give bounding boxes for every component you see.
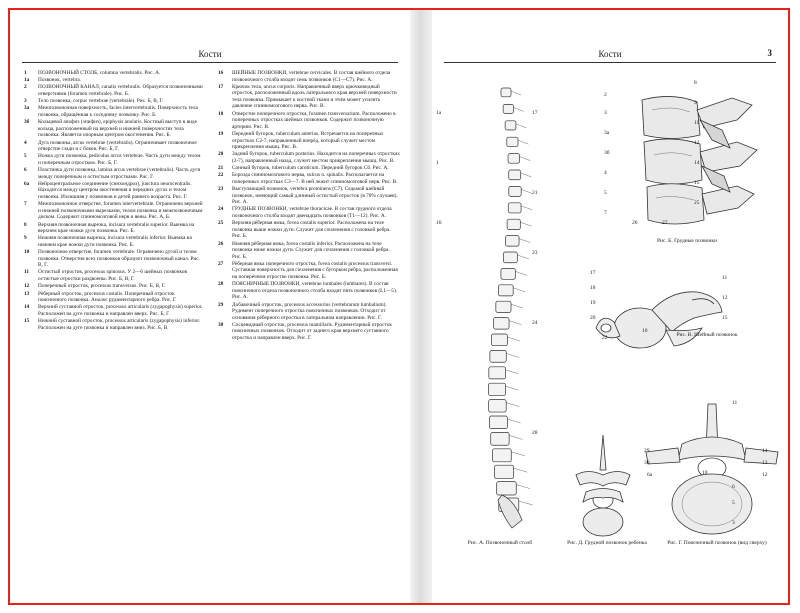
spinous-process-line	[511, 91, 521, 95]
figure-label: 21	[532, 190, 538, 196]
figure-label: 15	[722, 315, 728, 321]
page-number: 3	[767, 48, 772, 58]
vertebra-shape	[490, 350, 506, 362]
figure-label: 9	[694, 100, 697, 106]
spinous-process-line	[514, 107, 524, 111]
entry-text: Межпозвоночное отверстие, foramen intervertebrale. Ограничено верхней и нижней позвоночными вырезками, телом позвонка и межпозвоночным диском. Содержит спинномозговой нерв и вены. Рис. А, Б.	[38, 201, 203, 221]
figure-label: 20	[590, 315, 596, 321]
entry-number: 3б	[24, 119, 30, 126]
right-page-header	[444, 48, 776, 63]
entry-text: Сосцевидный отросток, processus mamillaris. Рудиментарный отросток поясничных позвонков. Отходит от заднего края верхнего суставного отростка и направлен вверх. Рис. Г.	[232, 321, 392, 341]
entry-text: ПОЯСНИЧНЫЕ ПОЗВОНКИ, vertebrae lumbales (lumbares). В состав поясничного отдела позвоночного столба входят пять позвонков (L1—5). Рис. А.	[232, 281, 398, 301]
spinous-process-line	[521, 173, 532, 177]
document-frame	[8, 8, 790, 605]
glossary-entry	[218, 84, 400, 110]
entry-number: 20	[218, 151, 224, 158]
entry-text: Пластинка дуги позвонка, lamina arcus vertebrae (vertebralis). Часть дуги между поперечным и остистым отростками. Рис. Г.	[38, 167, 201, 180]
spinous-process-line	[509, 321, 521, 325]
figure-label: 2	[604, 92, 607, 98]
entry-number: 22	[218, 172, 224, 179]
entry-text: Передний бугорок, tuberculum anterius. Встречается на поперечных отростках С2-7, направленный вперёд, который служит местом прикрепления мышц. Рис. В.	[232, 130, 384, 151]
vertebra-shape	[509, 186, 521, 196]
left-page-title: Кости	[198, 49, 222, 59]
vertebra-shape	[503, 252, 517, 263]
entry-number: 9	[24, 235, 27, 242]
figure-label: 12	[722, 295, 728, 301]
figure-label: 23	[532, 250, 538, 256]
figure-label: 5	[732, 500, 735, 506]
figure-label: 14	[694, 160, 700, 166]
vertebra-shape	[491, 334, 507, 346]
figure-label: 10	[642, 328, 648, 334]
glossary-entry	[218, 206, 400, 219]
entry-number: 6	[24, 167, 27, 174]
figure-area	[432, 70, 788, 590]
entry-text: Рёберная ямка поперечного отростка, fovea costalis processus transversi. Суставная поверхность для сочленения с бугорком ребра, расположенная на поперечном отростке позвонка. Рис. Б.	[232, 260, 398, 280]
glossary-entry	[24, 98, 204, 105]
spinous-process-line	[521, 189, 532, 193]
spinous-process-line	[521, 206, 532, 210]
glossary-entry	[218, 322, 400, 342]
entry-number: 7	[24, 201, 27, 208]
figure-label: 13	[762, 460, 768, 466]
entry-text: Рёберный отросток, processus costalis. Поперечный отросток поясничного позвонка. Аналог рудиментарного ребра. Рис. Г.	[38, 290, 177, 304]
glossary-entry	[24, 222, 204, 235]
vertebra-shape	[501, 88, 511, 97]
left-page	[10, 10, 410, 603]
entry-number: 29	[218, 301, 224, 308]
glossary-entry	[218, 302, 400, 322]
text-column-2	[218, 70, 400, 342]
entry-text: Поперечный отросток, processus transversus. Рис. Б, В, Г.	[38, 283, 166, 290]
figure-label: 22	[602, 335, 608, 341]
figure-label: 24	[532, 320, 538, 326]
figure-label: 17	[532, 110, 538, 116]
figure-label: 12	[762, 472, 768, 478]
glossary-entry	[218, 151, 400, 164]
entry-number: 25	[218, 220, 224, 227]
vertebra-shape	[505, 121, 516, 130]
vertebral-column-illustration	[472, 80, 552, 530]
vertebra-shape	[505, 236, 519, 247]
vertebra-shape	[507, 137, 518, 146]
spinous-process-line	[506, 403, 519, 407]
entry-text: Верхний суставной отросток, processus articularis (zygapophysis) superior. Расположен на дуге позвонка и направлен вверх. Рис. Б, Г.	[38, 304, 203, 317]
entry-number: 27	[218, 260, 224, 267]
vertebra-shape	[501, 268, 515, 279]
vertebra-shape	[509, 170, 521, 180]
entry-text: ПОЗВОНОЧНЫЙ СТОЛБ, columna vertebralis. Рис. А.	[38, 70, 161, 76]
thoracic-vertebrae-illustration	[612, 90, 762, 230]
vertebra-shape	[507, 219, 520, 229]
vertebra-shape	[494, 465, 513, 478]
entry-number: 28	[218, 281, 224, 288]
figure-label: 11	[722, 275, 728, 281]
entry-number: 30	[218, 321, 224, 328]
figure-label: 3	[604, 110, 607, 116]
spinous-process-line	[507, 419, 520, 423]
spinous-process-line	[517, 255, 529, 259]
glossary-entry	[24, 77, 204, 84]
entry-text: Тело позвонка, corpus vertebrae (vertebrale). Рис. Б, В, Г.	[38, 98, 164, 105]
entry-text: Нижняя рёберная ямка, fovea costalis inferior. Расположена на теле позвонка ниже ножки дуги. Служит для сочленения с головкой ребра. Рис. Б.	[232, 240, 390, 260]
glossary-entry	[24, 167, 204, 180]
entry-text: Борозда спинномозгового нерва, sulcus n. spinalis. Располагается на поперечных отростках С3—7. В ней лежит спинномозговой нерв. Рис. В.	[232, 172, 398, 185]
glossary-entry	[24, 70, 204, 77]
entry-number: 21	[218, 165, 224, 172]
figure-label: 17	[590, 270, 596, 276]
spinous-process-line	[509, 435, 522, 439]
vertebra-shape	[508, 203, 521, 213]
entry-number: 5	[24, 153, 27, 160]
entry-text: Нижняя позвоночная вырезка, incisura vertebralis inferior. Выемка на нижнем крае ножки дуги позвонка. Рис. Б.	[38, 235, 192, 248]
entry-number: 26	[218, 240, 224, 247]
glossary-entry	[24, 283, 204, 290]
entry-number: 15	[24, 318, 30, 325]
spinous-process-line	[520, 222, 531, 226]
caption-fig-g: Рис. Г. Поясничный позвонок (вид сверху)	[667, 540, 767, 546]
left-page-header	[22, 48, 398, 63]
entry-text: Нижний суставной отросток, processus articularis (zygapophysis) inferior. Расположен на дуге позвонка и направлен вниз. Рис. Б, В.	[38, 318, 201, 331]
entry-number: 6а	[24, 180, 30, 187]
figure-label: 14	[762, 448, 768, 454]
entry-number: 24	[218, 206, 224, 213]
figure-label: 28	[532, 430, 538, 436]
figure-label: 1а	[436, 110, 442, 116]
figure-label: 8	[694, 80, 697, 86]
entry-number: 13	[24, 290, 30, 297]
entry-number: 10	[24, 249, 30, 256]
entry-number: 17	[218, 83, 224, 90]
figure-label: 11	[732, 400, 738, 406]
glossary-entry	[24, 269, 204, 282]
entry-number: 2	[24, 84, 27, 91]
vertebra-shape	[488, 383, 505, 395]
entry-number: 11	[24, 269, 30, 276]
entry-number: 3	[24, 98, 27, 105]
entry-number: 8	[24, 221, 27, 228]
figure-label: 15	[694, 180, 700, 186]
entry-text: Позвонок, vertebra.	[38, 77, 82, 84]
entry-number: 4	[24, 139, 27, 146]
spinous-process-line	[513, 288, 525, 292]
entry-text: Верхняя рёберная ямка, fovea costalis superior. Расположена на теле позвонка выше ножки дуги. Служит для сочленения с головкой ребра. Рис. Б.	[232, 220, 391, 240]
glossary-entry	[24, 105, 204, 118]
vertebra-shape	[508, 154, 520, 164]
glossary-entry	[218, 241, 400, 261]
entry-text: Задний бугорок, tuberculum posterius. Находится на поперечных отростках (2-7), направленный назад, служит местом прикрепления мышц. Рис. В.	[232, 151, 400, 164]
glossary-entry	[24, 249, 204, 269]
glossary-entry	[218, 172, 400, 185]
glossary-entry	[218, 111, 400, 131]
entry-number: 1	[24, 70, 27, 76]
spinous-process-line	[516, 124, 526, 128]
entry-number: 3а	[24, 105, 30, 112]
caption-fig-d: Рис. Д. Грудной позвонок ребенка	[567, 540, 647, 546]
figure-label: 12	[694, 140, 700, 146]
spinous-process-line	[514, 468, 528, 472]
figure-label: 5	[604, 190, 607, 196]
glossary-entry	[218, 165, 400, 172]
spinous-process-line	[520, 157, 531, 161]
text-column-1	[24, 70, 204, 332]
glossary-entry	[24, 84, 204, 97]
entry-text: Межпозвоночная поверхность, facies intervertebralis. Поверхность тела позвонка, обращённая к соседнему позвонку. Рис. Б.	[38, 105, 198, 119]
entry-number: 16	[218, 70, 224, 76]
entry-text: Добавочный отросток, processus accessorius (vertebrarum lumbalium). Рудимент поперечного отростка поясничных позвонков. Отходит от основания рёберного отростка в латеральном направлении. Рис. Г.	[232, 301, 387, 321]
figure-label: 6а	[647, 472, 653, 478]
figure-label: 19	[590, 300, 596, 306]
cervical-vertebra-illustration	[592, 270, 732, 365]
entry-text: ПОЗВОНОЧНЫЙ КАНАЛ, canalis vertebralis. Образуется позвоночными отверстиями (foramen vertebrale). Рис. Б.	[38, 84, 203, 98]
vertebra-shape	[491, 432, 509, 445]
vertebra-shape	[489, 367, 506, 379]
entry-text: Кольцевой апофиз (эпифиз), epiphysis anularis. Костный выступ в виде кольца, расположенный на верхней и нижней поверхностях тела позвонка. Является опорным центром окостенения. Рис. Б.	[38, 119, 197, 139]
caption-fig-b: Рис. Б. Грудные позвонки	[656, 238, 717, 244]
entry-number: 14	[24, 304, 30, 311]
spinous-process-line	[506, 353, 519, 357]
entry-text: Остистый отросток, processus spinosus. У 2—6 шейных позвонков остистые отростки раздвоены. Рис. Б, В, Г.	[38, 269, 187, 283]
glossary-entry	[24, 201, 204, 221]
glossary-entry	[24, 291, 204, 304]
spinous-process-line	[506, 370, 519, 374]
vertebra-shape	[497, 482, 517, 495]
figure-label: 27	[662, 220, 668, 226]
figure-label: 3б	[604, 150, 610, 156]
figure-label: 1	[436, 160, 439, 166]
vertebra-shape	[498, 285, 513, 296]
spinous-process-line	[519, 239, 530, 243]
entry-number: 19	[218, 130, 224, 137]
spinous-process-line	[518, 140, 528, 144]
figure-label: 16	[436, 220, 442, 226]
glossary-entry	[218, 131, 400, 151]
glossary-entry	[218, 261, 400, 281]
glossary-entry	[218, 186, 400, 206]
figure-label: 3а	[604, 130, 610, 136]
entry-text: Крючок тела, uncus corporis. Направленный вверх крючковидный отросток, расположенный вдоль латерального края верхней поверхности тела позвонка. Примыкает к костной ткани и этим может усилить давление спинномозгового нерва. Рис. В.	[232, 83, 397, 110]
vertebra-shape	[492, 449, 511, 462]
entry-number: 1а	[24, 77, 30, 84]
figure-label: 25	[694, 200, 700, 206]
vertebra-shape	[493, 318, 509, 329]
entry-text: Нейроцентральное соединение (синхондроз), junctura neurocentralis. Находится между центром окостенения в передних дугах и телом позвонка. Излишняя у позвонков и детей раннего возраста. Рис. Г.	[38, 180, 192, 201]
entry-text: Верхняя позвоночная вырезка, incisura vertebralis superior. Выемка на верхнем крае ножки дуги позвонка. Рис. Б.	[38, 221, 195, 235]
figure-label: 7	[604, 210, 607, 216]
vertebra-shape	[489, 400, 507, 412]
spinous-process-line	[519, 501, 533, 505]
glossary-entry	[218, 281, 400, 301]
figure-label: 18	[590, 285, 596, 291]
entry-text: Сонный бугорок, tuberculum caroticum. Передний бугорок С6. Рис. А.	[232, 165, 389, 172]
figure-label: 4	[604, 170, 607, 176]
spinous-process-line	[516, 485, 530, 489]
entry-text: Дуга позвонка, arcus vertebrae (vertebralis). Ограничивает позвоночное отверстие сзади и с боков. Рис. Б, Г.	[38, 139, 197, 153]
figure-label: 29	[644, 448, 650, 454]
entry-number: 12	[24, 283, 30, 290]
entry-text: ШЕЙНЫЕ ПОЗВОНКИ, vertebrae cervicales. В состав шейного отдела позвоночного столба входят семь позвонков (C1—C7). Рис. А.	[232, 70, 391, 83]
figure-label: 30	[644, 460, 650, 466]
entry-number: 18	[218, 110, 224, 117]
figure-label: 10	[702, 470, 708, 476]
book-gutter	[410, 10, 432, 603]
right-page-title: Кости	[598, 49, 622, 59]
glossary-entry	[24, 181, 204, 201]
entry-text: Ножка дуги позвонка, pediculus arcus vertebrae. Часть дуги между телом и поперечным отростком. Рис. Б, Г.	[38, 153, 201, 166]
spinous-process-line	[511, 452, 525, 456]
entry-text: Выступающий позвонок, vertebra prominens (С7). Седьмой шейный позвонок, имеющий самый длинный остистый отросток (в 70% случаев). Рис. А.	[232, 186, 398, 206]
glossary-entry	[218, 220, 400, 240]
glossary-entry	[218, 70, 400, 83]
spinous-process-line	[511, 304, 523, 308]
glossary-entry	[24, 304, 204, 317]
glossary-entry	[24, 318, 204, 331]
glossary-entry	[24, 153, 204, 166]
figure-label: 3	[732, 520, 735, 526]
entry-text: Позвоночное отверстие, foramen vertebrale. Ограничено дугой и телом позвонка. Отверстия всех позвонков образуют позвоночный канал. Рис. В, Г.	[38, 249, 200, 269]
child-thoracic-vertebra-illustration	[568, 430, 638, 540]
entry-number: 23	[218, 186, 224, 193]
spinous-process-line	[506, 386, 519, 390]
glossary-entry	[24, 235, 204, 248]
glossary-entry	[24, 140, 204, 153]
figure-label: 26	[632, 220, 638, 226]
spinous-process-line	[515, 271, 527, 275]
glossary-entry	[24, 119, 204, 139]
vertebra-shape	[503, 104, 513, 113]
entry-text: Отверстие поперечного отростка, foramen transversarium. Расположено в поперечных отростках шейных позвонков. Содержит позвоночную артерию. Рис. В.	[232, 110, 396, 130]
caption-fig-a: Рис. А. Позвоночный столб	[467, 540, 533, 546]
figure-label: 6	[732, 484, 735, 490]
spinous-process-line	[507, 337, 519, 341]
vertebra-shape	[496, 301, 511, 312]
right-page	[432, 10, 788, 603]
figure-label: 11	[694, 120, 700, 126]
caption-fig-v: Рис. В. Шейный позвонок	[676, 332, 738, 338]
entry-text: ГРУДНЫЕ ПОЗВОНКИ, vertebrae thoracicae. В состав грудного отдела позвоночного столба входят двенадцать позвонков (Т1—12). Рис. А.	[232, 206, 392, 219]
vertebra-shape	[489, 416, 507, 429]
lumbar-vertebra-illustration	[642, 400, 782, 540]
